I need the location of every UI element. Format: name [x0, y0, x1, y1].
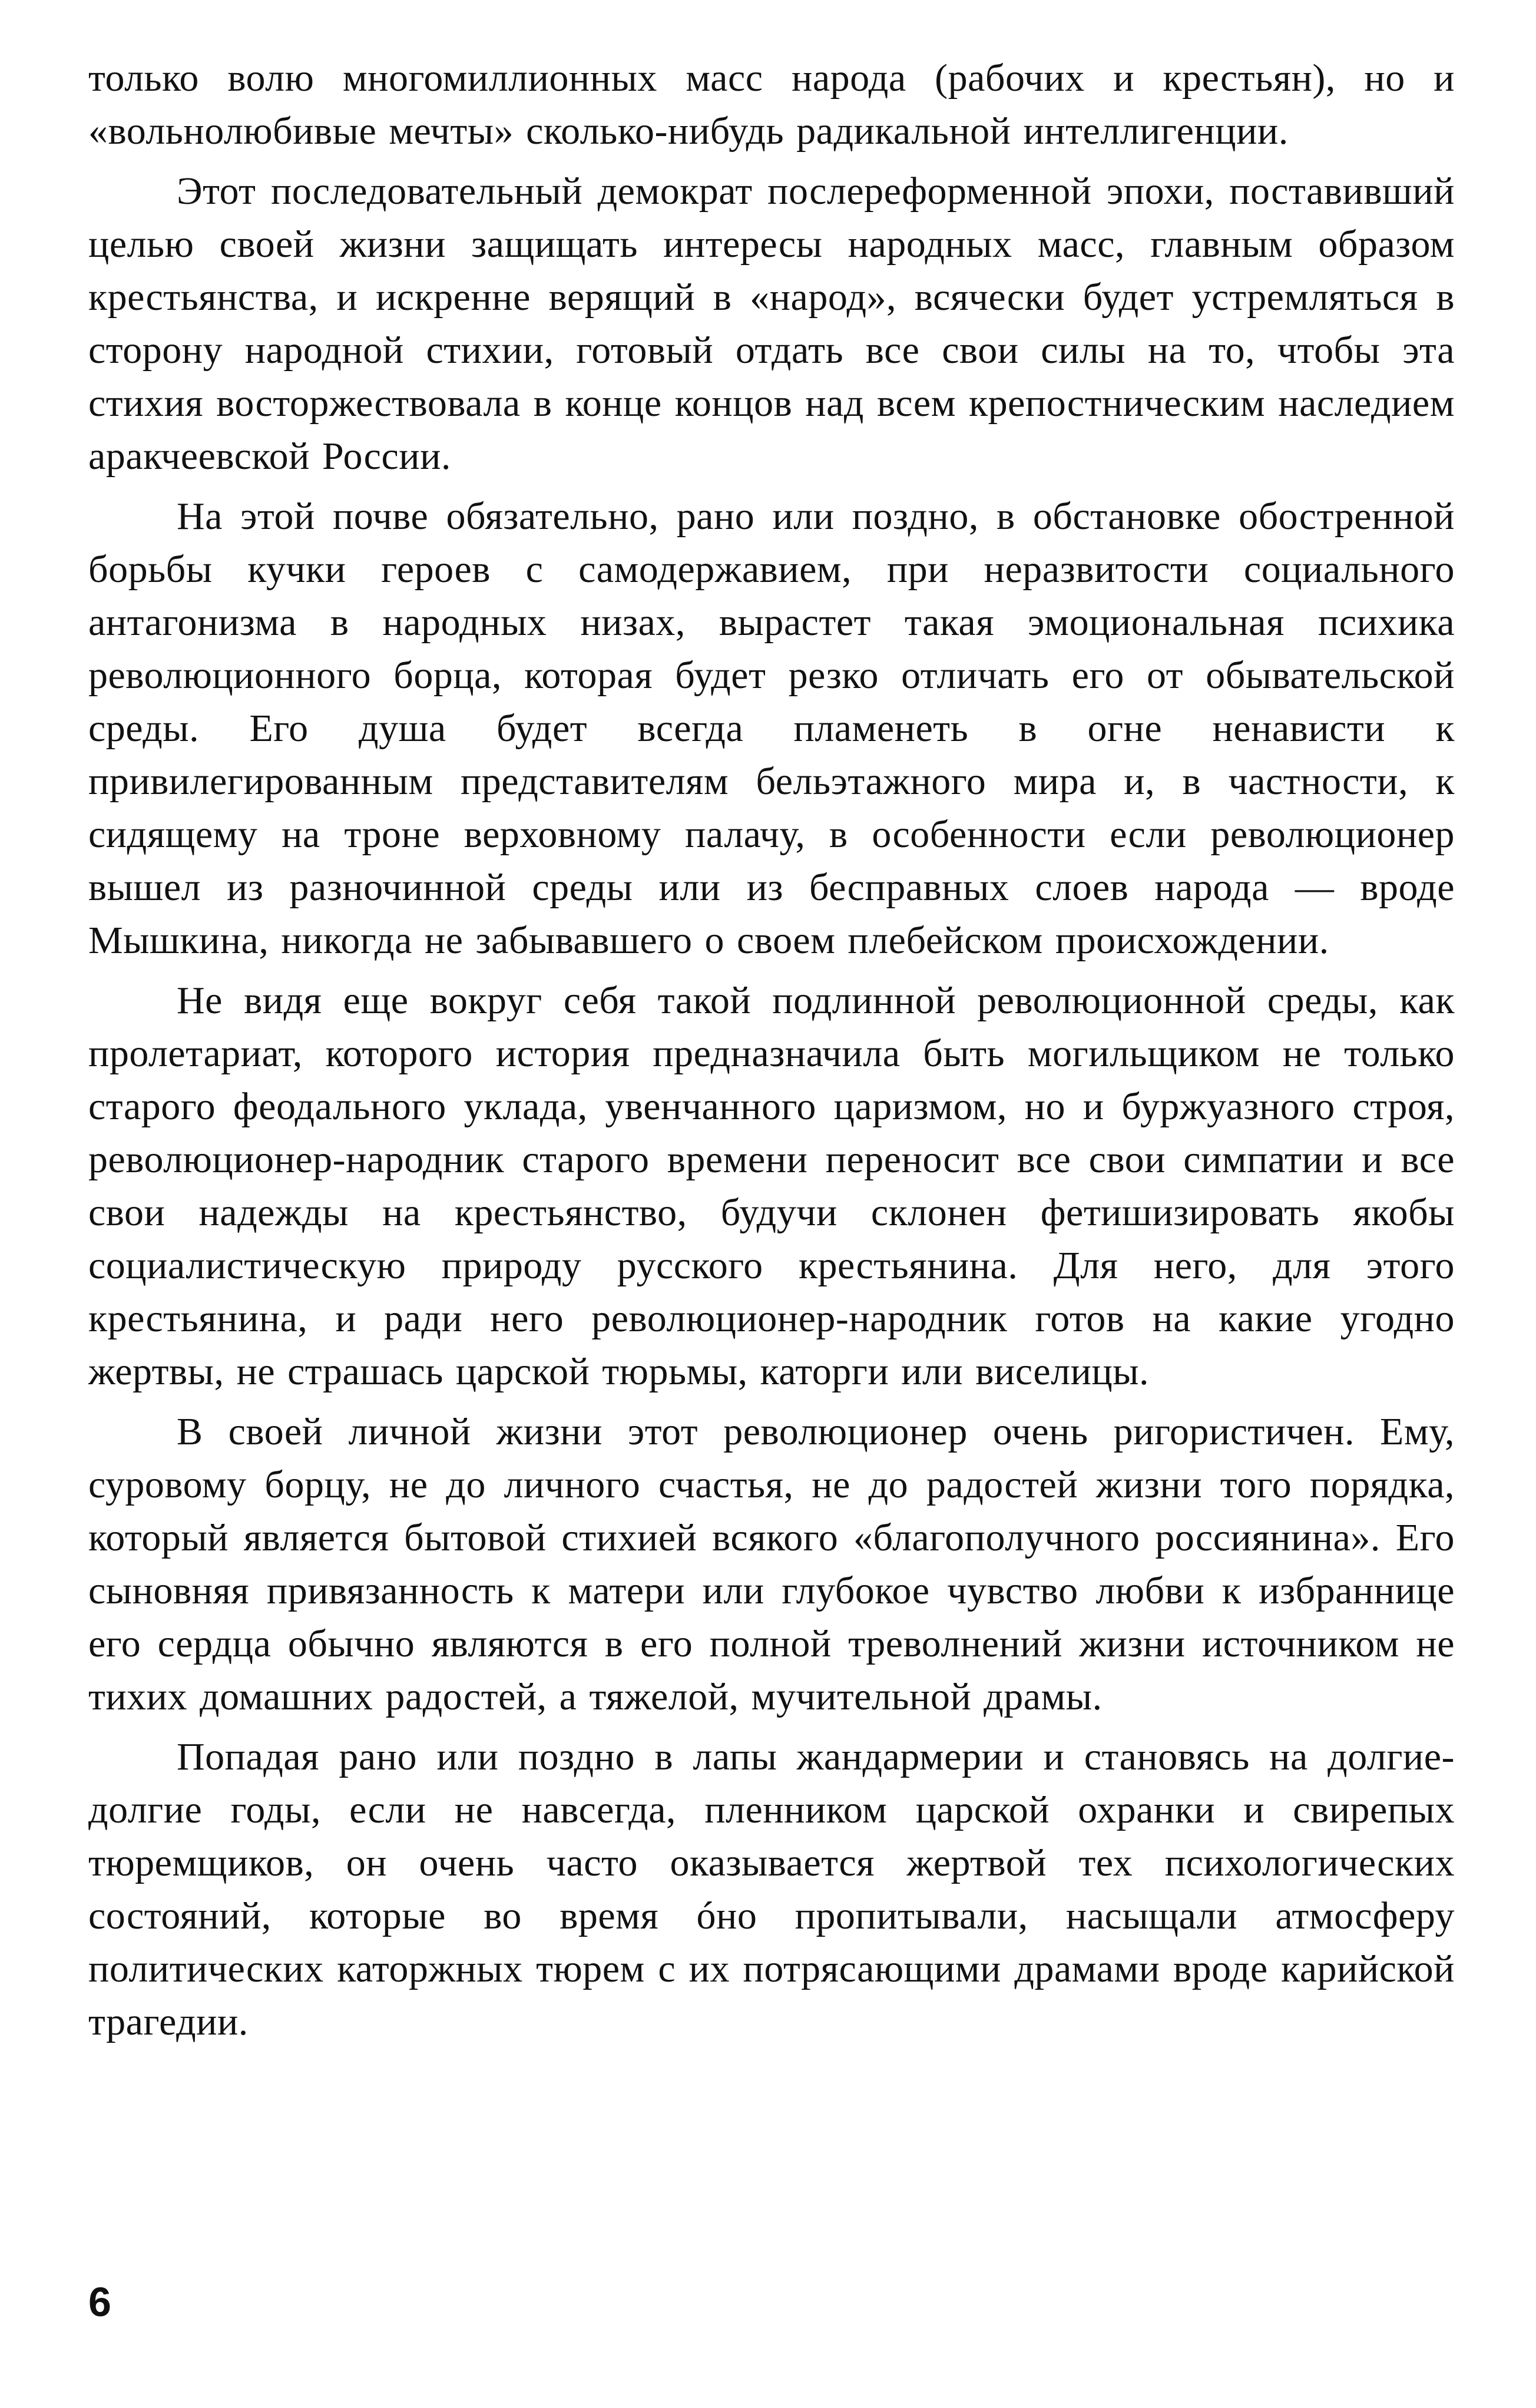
paragraph: В своей личной жизни этот революционер очень ригористичен. Ему, суровому борцу, не до личного счастья, не до радостей жизни того порядка, который является бытовой стихией всякого «благополучного россиянина». Его сыновняя привязанность к матери или глубокое чувство любви к избраннице его сердца обычно являются в его полной треволнений жизни источником не тихих домашних радостей, а тяжелой, мучительной драмы. [88, 1410, 1455, 1718]
paragraph-continued: только волю многомиллионных масс народа (рабочих и крестьян), но и «вольнолюбивые мечты» сколько-нибудь радикальной интеллигенции. [88, 57, 1455, 153]
paragraph: Этот последовательный демократ послереформенной эпохи, поставивший целью своей жизни защищать интересы народных масс, главным образом крестьянства, и искренне верящий в «народ», всячески будет устремляться в сторону народной стихии, готовый отдать все свои силы на то, чтобы эта стихия восторжествовала в конце концов над всем крепостническим наследием аракчеевской России. [88, 170, 1455, 478]
paragraph: На этой почве обязательно, рано или поздно, в обстановке обостренной борьбы кучки героев с самодержавием, при неразвитости социального антагонизма в народных низах, вырастет такая эмоциональная психика революционного борца, которая будет резко отличать его от обывательской среды. Его душа будет всегда пламенеть в огне ненависти к привилегированным представителям бельэтажного мира и, в частности, к сидящему на троне верховному палачу, в особенности если революционер вышел из разночинной среды или из бесправных слоев народа — вроде Мышкина, никогда не забывавшего о своем плебейском происхождении. [88, 495, 1455, 962]
text-column [88, 52, 1455, 2049]
paragraph: Не видя еще вокруг себя такой подлинной революционной среды, как пролетариат, которого история предназначила быть могильщиком не только старого феодального уклада, увенчанного царизмом, но и буржуазного строя, революционер-народник старого времени переносит все свои симпатии и все свои надежды на крестьянство, будучи склонен фетишизировать якобы социалистическую природу русского крестьянина. Для него, для этого крестьянина, и ради него революционер-народник готов на какие угодно жертвы, не страшась царской тюрьмы, каторги или виселицы. [88, 979, 1455, 1393]
paragraph: Попадая рано или поздно в лапы жандармерии и становясь на долгие-долгие годы, если не навсегда, пленником царской охранки и свирепых тюремщиков, он очень часто оказывается жертвой тех психологических состояний, которые во время óно пропитывали, насыщали атмосферу политических каторжных тюрем с их потрясающими драмами вроде карийской трагедии. [88, 1735, 1455, 2043]
page-number: 6 [88, 2279, 111, 2325]
